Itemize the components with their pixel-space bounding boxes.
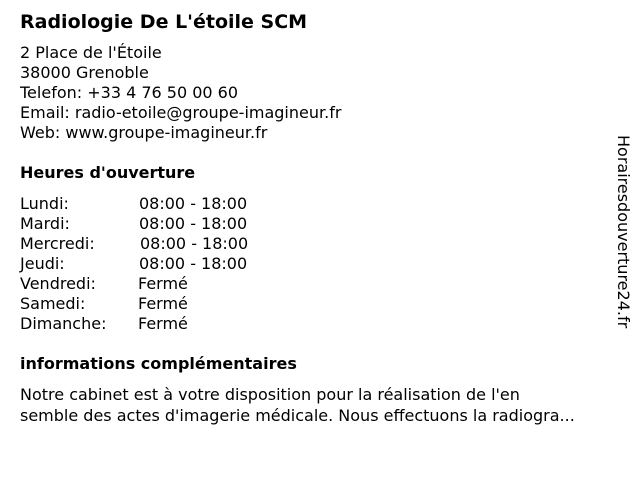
info-line: semble des actes d'imagerie médicale. Nous effectuons la radiogra... (20, 406, 575, 425)
time-value: 08:00 - 18:00 (139, 194, 248, 213)
time-value: Fermé (138, 274, 188, 293)
web-line: Web: www.groupe-imagineur.fr (20, 123, 268, 142)
day-label: Lundi: (20, 194, 69, 213)
day-label: Jeudi: (20, 254, 65, 273)
day-label: Mardi: (20, 214, 70, 233)
time-value: 08:00 - 18:00 (139, 214, 248, 233)
address-block (20, 43, 341, 143)
time-value: 08:00 - 18:00 (140, 234, 249, 253)
city-line: 38000 Grenoble (20, 63, 149, 82)
street-address: 2 Place de l'Étoile (20, 43, 162, 62)
day-label: Samedi: (20, 294, 86, 313)
email-line: Email: radio-etoile@groupe-imagineur.fr (20, 103, 342, 122)
day-label: Dimanche: (20, 314, 107, 333)
time-value: Fermé (138, 314, 188, 333)
phone-line: Telefon: +33 4 76 50 00 60 (20, 83, 239, 102)
hours-heading: Heures d'ouverture (20, 163, 196, 182)
info-text (20, 384, 620, 426)
info-heading: informations complémentaires (20, 354, 297, 373)
time-value: 08:00 - 18:00 (139, 254, 248, 273)
side-brand-label: Horairesdouverture24.fr (614, 135, 633, 329)
day-label: Mercredi: (20, 234, 95, 253)
info-line: Notre cabinet est à votre disposition pour la réalisation de l'en (20, 385, 520, 404)
time-value: Fermé (138, 294, 188, 313)
business-name: Radiologie De L'étoile SCM (20, 11, 308, 33)
day-label: Vendredi: (20, 274, 96, 293)
